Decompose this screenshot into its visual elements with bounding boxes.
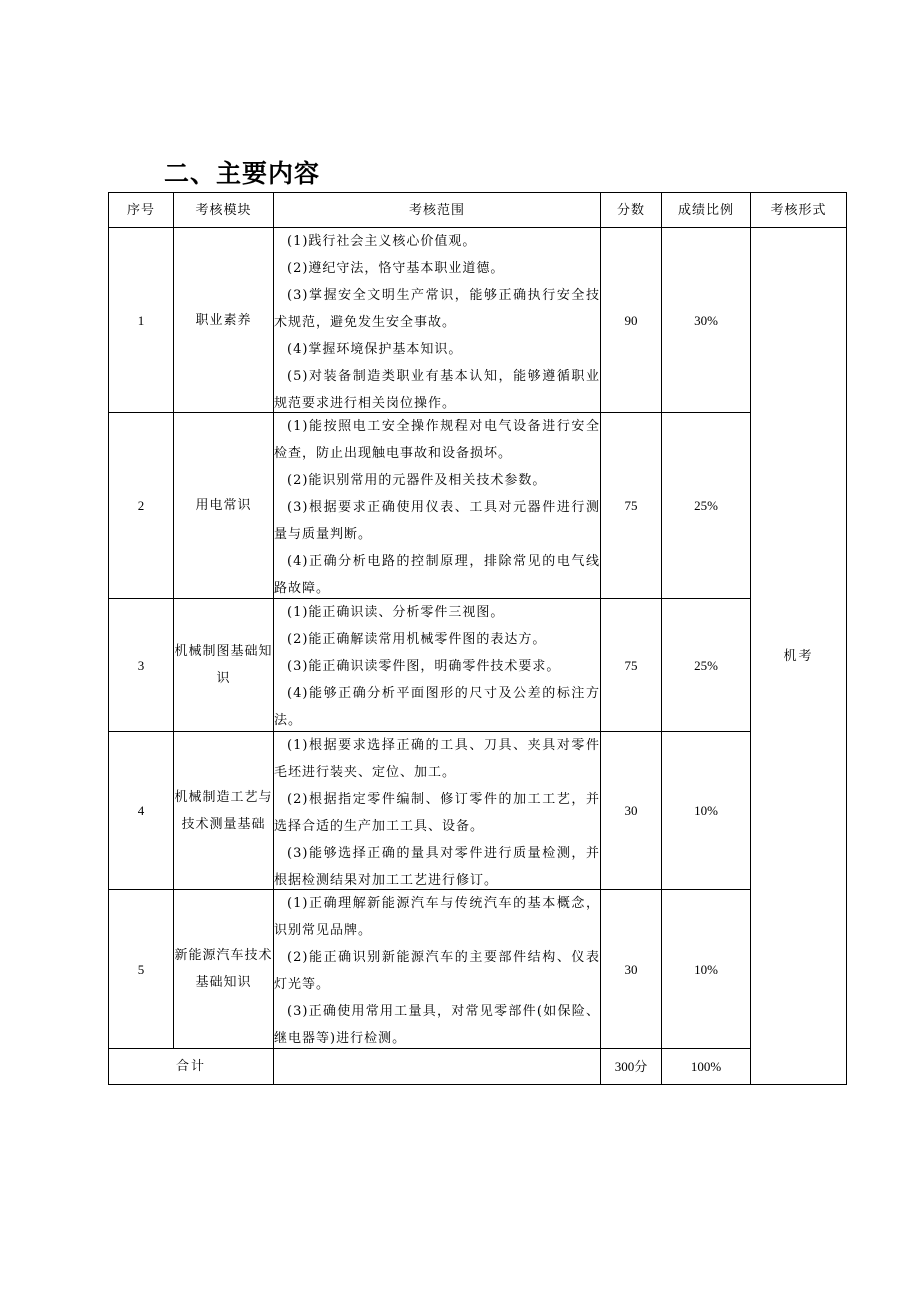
- row-ratio: 25%: [662, 413, 751, 599]
- scope-item: (1)正确理解新能源汽车与传统汽车的基本概念，识别常见品牌。: [274, 896, 600, 938]
- row-ratio: 10%: [662, 732, 751, 890]
- exam-form-cell: 机考: [751, 228, 847, 1085]
- row-scope: [274, 599, 601, 732]
- row-ratio: 10%: [662, 890, 751, 1049]
- scope-item: (1)能按照电工安全操作规程对电气设备进行安全检查，防止出现触电事故和设备损坏。: [274, 419, 600, 461]
- table-row: [109, 228, 847, 413]
- scope-item: (5)对装备制造类职业有基本认知，能够遵循职业规范要求进行相关岗位操作。: [274, 369, 600, 411]
- table-row: [109, 732, 847, 890]
- row-score: 90: [601, 228, 662, 413]
- scope-item: (4)正确分析电路的控制原理，排除常见的电气线路故障。: [274, 554, 600, 596]
- row-scope: [274, 732, 601, 890]
- scope-item: (3)正确使用常用工量具，对常见零部件(如保险、继电器等)进行检测。: [274, 1004, 600, 1046]
- scope-item: (4)能够正确分析平面图形的尺寸及公差的标注方法。: [274, 686, 600, 728]
- table-row: [109, 890, 847, 1049]
- row-module: 新能源汽车技术基础知识: [174, 890, 274, 1049]
- scope-item: (2)能识别常用的元器件及相关技术参数。: [287, 473, 547, 488]
- row-ratio: 30%: [662, 228, 751, 413]
- row-module: 机械制图基础知识: [174, 599, 274, 732]
- table-row: [109, 413, 847, 599]
- row-module: 职业素养: [174, 228, 274, 413]
- header-form: 考核形式: [751, 193, 847, 228]
- header-index: 序号: [109, 193, 174, 228]
- row-scope: [274, 228, 601, 413]
- scope-item: (2)根据指定零件编制、修订零件的加工工艺，并选择合适的生产加工工具、设备。: [274, 792, 600, 834]
- scope-item: (1)践行社会主义核心价值观。: [287, 234, 477, 249]
- row-index: 2: [109, 413, 174, 599]
- scope-item: (2)能正确解读常用机械零件图的表达方。: [287, 632, 547, 647]
- row-module: 用电常识: [174, 413, 274, 599]
- row-score: 30: [601, 732, 662, 890]
- header-score: 分数: [601, 193, 662, 228]
- row-score: 75: [601, 413, 662, 599]
- row-index: 4: [109, 732, 174, 890]
- row-ratio: 25%: [662, 599, 751, 732]
- total-scope-empty: [274, 1049, 601, 1085]
- row-score: 75: [601, 599, 662, 732]
- row-scope: [274, 413, 601, 599]
- scope-item: (2)能正确识别新能源汽车的主要部件结构、仪表灯光等。: [274, 950, 600, 992]
- scope-item: (3)掌握安全文明生产常识，能够正确执行安全技术规范，避免发生安全事故。: [274, 288, 600, 330]
- header-scope: 考核范围: [274, 193, 601, 228]
- row-score: 30: [601, 890, 662, 1049]
- scope-item: (1)根据要求选择正确的工具、刀具、夹具对零件毛坯进行装夹、定位、加工。: [274, 738, 600, 780]
- total-ratio: 100%: [662, 1049, 751, 1085]
- scope-item: (3)能够选择正确的量具对零件进行质量检测，并根据检测结果对加工工艺进行修订。: [274, 846, 600, 888]
- section-title: 二、主要内容: [164, 159, 321, 188]
- scope-item: (4)掌握环境保护基本知识。: [287, 342, 463, 357]
- scope-item: (2)遵纪守法，恪守基本职业道德。: [287, 261, 505, 276]
- row-scope: [274, 890, 601, 1049]
- row-index: 1: [109, 228, 174, 413]
- table-header-row: [109, 193, 847, 228]
- table-row: [109, 599, 847, 732]
- content-table: [108, 192, 847, 1085]
- scope-item: (3)能正确识读零件图，明确零件技术要求。: [287, 659, 561, 674]
- header-ratio: 成绩比例: [662, 193, 751, 228]
- header-module: 考核模块: [174, 193, 274, 228]
- row-index: 5: [109, 890, 174, 1049]
- row-module: 机械制造工艺与技术测量基础: [174, 732, 274, 890]
- total-label: 合计: [109, 1049, 274, 1085]
- scope-item: (1)能正确识读、分析零件三视图。: [287, 605, 505, 620]
- total-score: 300分: [601, 1049, 662, 1085]
- scope-item: (3)根据要求正确使用仪表、工具对元器件进行测量与质量判断。: [274, 500, 600, 542]
- row-index: 3: [109, 599, 174, 732]
- total-row: [109, 1049, 847, 1085]
